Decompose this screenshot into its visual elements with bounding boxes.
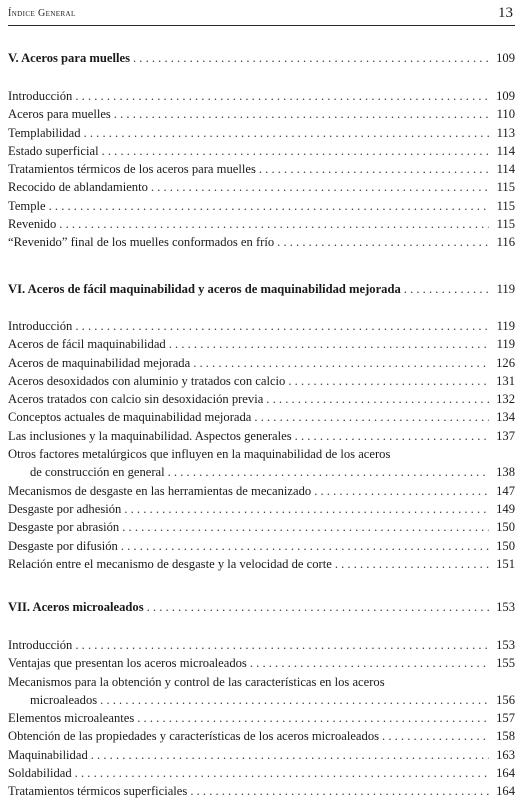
leader-dots [288, 372, 489, 390]
entry-page: 138 [496, 465, 515, 480]
toc-entry[interactable] [8, 390, 515, 408]
leader-dots [193, 354, 489, 372]
toc-entry[interactable] [8, 746, 515, 764]
chapter-v [8, 49, 515, 67]
entry-label: Introducción [8, 89, 73, 103]
leader-dots [75, 317, 489, 335]
entry-label-continuation: de construcción en general [30, 465, 165, 480]
entry-page: 110 [496, 107, 515, 122]
toc-entry[interactable] [8, 482, 515, 500]
leader-dots [404, 280, 489, 298]
entry-page: 150 [496, 520, 515, 535]
chapter-page: 119 [496, 282, 515, 296]
entry-page: 157 [496, 711, 515, 726]
entry-label-continuation: microaleados [30, 692, 98, 707]
toc-entry[interactable] [8, 124, 515, 142]
entry-page: 132 [496, 392, 515, 407]
entry-page: 116 [496, 235, 515, 250]
toc-entry[interactable] [8, 178, 515, 196]
entry-label: Estado superficial [8, 143, 99, 158]
entry-continuation [8, 463, 515, 481]
leader-dots [100, 691, 489, 709]
toc-entry[interactable] [8, 636, 515, 654]
entry-label: Desgaste por difusión [8, 538, 118, 553]
toc-entry[interactable] [8, 142, 515, 160]
toc-entry[interactable] [8, 87, 515, 105]
entry-label: Templabilidad [8, 125, 81, 140]
running-header [8, 5, 515, 26]
chapter-heading[interactable] [8, 49, 515, 67]
toc-entry[interactable] [8, 105, 515, 123]
entry-label: Desgaste por adhesión [8, 501, 122, 516]
chapter-page: 109 [496, 51, 515, 65]
leader-dots [151, 178, 489, 196]
toc-entry[interactable] [8, 215, 515, 233]
entry-continuation [8, 691, 515, 709]
leader-dots [49, 197, 489, 215]
entry-page: 147 [496, 483, 515, 498]
chapter-vii-entries [8, 636, 515, 801]
toc-entry[interactable] [8, 372, 515, 390]
chapter-v-entries [8, 87, 515, 252]
entry-page: 115 [496, 217, 515, 232]
entry-label: Otros factores metalúrgicos que influyen en la maquinabilidad de los aceros [8, 447, 391, 462]
leader-dots [314, 482, 489, 500]
entry-page: 114 [496, 143, 515, 158]
entry-label: Aceros tratados con calcio sin desoxidación previa [8, 392, 264, 407]
toc-entry[interactable] [8, 764, 515, 782]
entry-label: Temple [8, 198, 46, 213]
toc-entry[interactable] [8, 408, 515, 426]
running-title: Índice General [8, 8, 76, 19]
entry-label: Maquinabilidad [8, 747, 88, 762]
entry-label: Desgaste por abrasión [8, 520, 120, 535]
toc-entry[interactable] [8, 233, 515, 251]
toc-entry[interactable] [8, 317, 515, 335]
chapter-heading[interactable] [8, 598, 515, 616]
chapter-heading[interactable] [8, 280, 515, 298]
entry-label: Obtención de las propiedades y características de los aceros microaleados [8, 729, 380, 744]
entry-label: Tratamientos térmicos de los aceros para muelles [8, 162, 256, 177]
leader-dots [121, 537, 489, 555]
entry-label: Introducción [8, 319, 73, 333]
leader-dots [59, 215, 489, 233]
toc-entry[interactable] [8, 445, 515, 482]
chapter-title: VI. Aceros de fácil maquinabilidad y aceros de maquinabilidad mejorada [8, 282, 401, 296]
entry-label: Mecanismos para la obtención y control de las características en los aceros [8, 674, 385, 689]
leader-dots [133, 49, 489, 67]
entry-page: 137 [496, 428, 515, 443]
entry-label: Las inclusiones y la maquinabilidad. Aspectos generales [8, 428, 292, 443]
entry-page: 153 [496, 638, 515, 652]
entry-label: “Revenido” final de los muelles conformados en frío [8, 235, 275, 250]
toc-entry[interactable] [8, 354, 515, 372]
entry-page: 163 [496, 747, 515, 762]
toc-entry[interactable] [8, 537, 515, 555]
entry-label: Revenido [8, 217, 57, 232]
page-number: 13 [498, 5, 513, 21]
leader-dots [75, 764, 489, 782]
leader-dots [382, 727, 489, 745]
entry-label: Soldabilidad [8, 766, 72, 781]
entry-label: Introducción [8, 638, 73, 652]
toc-entry[interactable] [8, 500, 515, 518]
entry-label: Aceros de maquinabilidad mejorada [8, 355, 191, 370]
leader-dots [75, 87, 489, 105]
toc-entry[interactable] [8, 197, 515, 215]
leader-dots [335, 555, 489, 573]
leader-dots [168, 463, 489, 481]
entry-page: 114 [496, 162, 515, 177]
leader-dots [147, 598, 489, 616]
entry-page: 149 [496, 501, 515, 516]
leader-dots [190, 782, 489, 800]
chapter-vi-entries [8, 317, 515, 573]
leader-dots [124, 500, 489, 518]
entry-page: 119 [496, 319, 515, 333]
leader-dots [254, 408, 489, 426]
entry-page: 164 [496, 784, 515, 799]
entry-label: Relación entre el mecanismo de desgaste y la velocidad de corte [8, 556, 332, 571]
entry-page: 158 [496, 729, 515, 744]
leader-dots [75, 636, 489, 654]
leader-dots [91, 746, 489, 764]
toc-entry[interactable] [8, 427, 515, 445]
leader-dots [259, 160, 489, 178]
entry-label: Aceros para muelles [8, 107, 111, 122]
entry-page: 131 [496, 373, 515, 388]
toc-entry[interactable] [8, 709, 515, 727]
entry-label: Recocido de ablandamiento [8, 180, 148, 195]
entry-page: 109 [496, 89, 515, 103]
entry-page: 126 [496, 355, 515, 370]
leader-dots [277, 233, 489, 251]
toc-entry[interactable] [8, 782, 515, 800]
toc-entry[interactable] [8, 673, 515, 710]
entry-page: 115 [496, 180, 515, 195]
entry-label: Ventajas que presentan los aceros microaleados [8, 656, 247, 671]
entry-page: 119 [496, 337, 515, 352]
leader-dots [266, 390, 489, 408]
toc-entry[interactable] [8, 160, 515, 178]
entry-page: 164 [496, 766, 515, 781]
entry-page: 150 [496, 538, 515, 553]
entry-page: 115 [496, 198, 515, 213]
entry-label: Elementos microaleantes [8, 711, 135, 726]
entry-page: 134 [496, 410, 515, 425]
entry-label: Tratamientos térmicos superficiales [8, 784, 188, 799]
chapter-title: VII. Aceros microaleados [8, 600, 144, 614]
leader-dots [295, 427, 489, 445]
entry-label: Aceros desoxidados con aluminio y tratados con calcio [8, 373, 286, 388]
leader-dots [137, 709, 489, 727]
chapter-vi [8, 280, 515, 298]
leader-dots [122, 518, 489, 536]
toc-entry[interactable] [8, 555, 515, 573]
chapter-title: V. Aceros para muelles [8, 51, 130, 65]
toc-entry[interactable] [8, 654, 515, 672]
chapter-page: 153 [496, 600, 515, 614]
leader-dots [250, 654, 489, 672]
entry-page: 156 [496, 692, 515, 707]
entry-page: 151 [496, 556, 515, 571]
leader-dots [84, 124, 489, 142]
entry-page: 155 [496, 656, 515, 671]
leader-dots [169, 335, 489, 353]
entry-page: 113 [496, 125, 515, 140]
entry-label: Aceros de fácil maquinabilidad [8, 337, 166, 352]
toc-entry[interactable] [8, 518, 515, 536]
leader-dots [102, 142, 489, 160]
entry-label: Mecanismos de desgaste en las herramientas de mecanizado [8, 483, 312, 498]
toc-entry[interactable] [8, 727, 515, 745]
chapter-vii [8, 598, 515, 616]
entry-label: Conceptos actuales de maquinabilidad mejorada [8, 410, 252, 425]
toc-entry[interactable] [8, 335, 515, 353]
leader-dots [114, 105, 489, 123]
